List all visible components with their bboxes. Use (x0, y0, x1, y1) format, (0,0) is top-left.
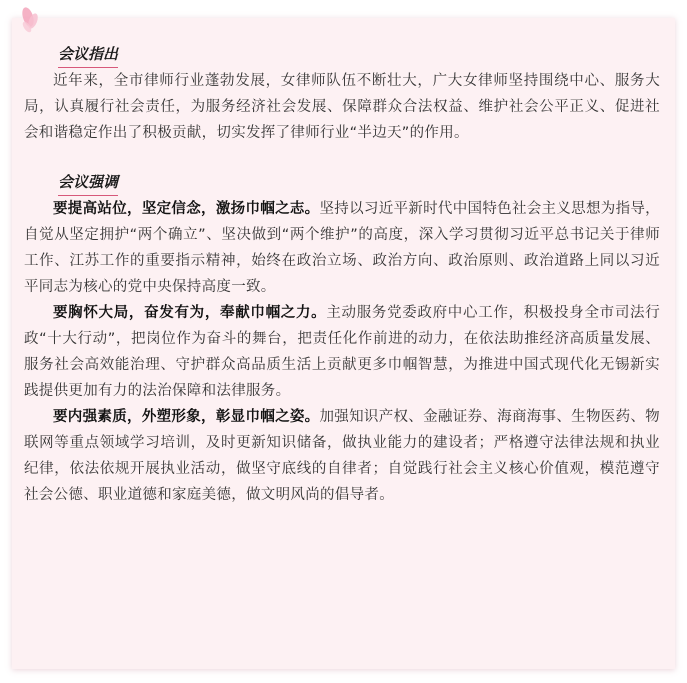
emphasis-paragraph-2 (24, 300, 664, 404)
emphasis-lead-1: 要提高站位，坚定信念，激扬巾帼之志。 (53, 201, 320, 217)
emphasis-lead-2: 要胸怀大局，奋发有为，奉献巾帼之力。 (53, 305, 327, 321)
emphasis-paragraph-1 (24, 196, 664, 300)
section-heading-wrap (58, 168, 664, 196)
emphasis-text-3: 加强知识产权、金融证券、海商海事、生物医药、物联网等重点领域学习培训，及时更新知识储备，做执业能力的建设者；严格遵守法律法规和执业纪律，依法依规开展执业活动，做坚守底线的自律者；自觉践行社会主义核心价值观，模范遵守社会公德、职业道德和家庭美德，做文明风尚的倡导者。 (24, 409, 660, 503)
section-heading-wrap (58, 40, 664, 68)
emphasis-text-2: 主动服务党委政府中心工作，积极投身全市司法行政“十大行动”，把岗位作为奋斗的舞台，把责任化作前进的动力，在依法助推经济高质量发展、服务社会高效能治理、守护群众高品质生活上贡献更多巾帼智慧，为推进中国式现代化无锡新实践提供更加有力的法治保障和法律服务。 (24, 305, 660, 399)
emphasis-text-1: 坚持以习近平新时代中国特色社会主义思想为指导，自觉从坚定拥护“两个确立”、坚决做到“两个维护”的高度，深入学习贯彻习近平总书记关于律师工作、江苏工作的重要指示精神，始终在政治立场、政治方向、政治原则、政治道路上同以习近平同志为核心的党中央保持高度一致。 (24, 201, 660, 295)
emphasis-paragraph-3 (24, 404, 664, 508)
meeting-points-paragraph: 近年来，全市律师行业蓬勃发展，女律师队伍不断壮大，广大女律师坚持围绕中心、服务大局，认真履行社会责任，为服务经济社会发展、保障群众合法权益、维护社会公平正义、促进社会和谐稳定作出了积极贡献，切实发挥了律师行业“半边天”的作用。 (24, 73, 660, 141)
pink-petal-icon (19, 4, 41, 36)
emphasis-lead-3: 要内强素质，外塑形象，彰显巾帼之姿。 (53, 409, 320, 425)
section-gap (24, 146, 664, 168)
section-heading-meeting-points: 会议指出 (58, 43, 118, 68)
article-content (24, 40, 664, 508)
section-heading-meeting-emphasis: 会议强调 (58, 171, 118, 196)
